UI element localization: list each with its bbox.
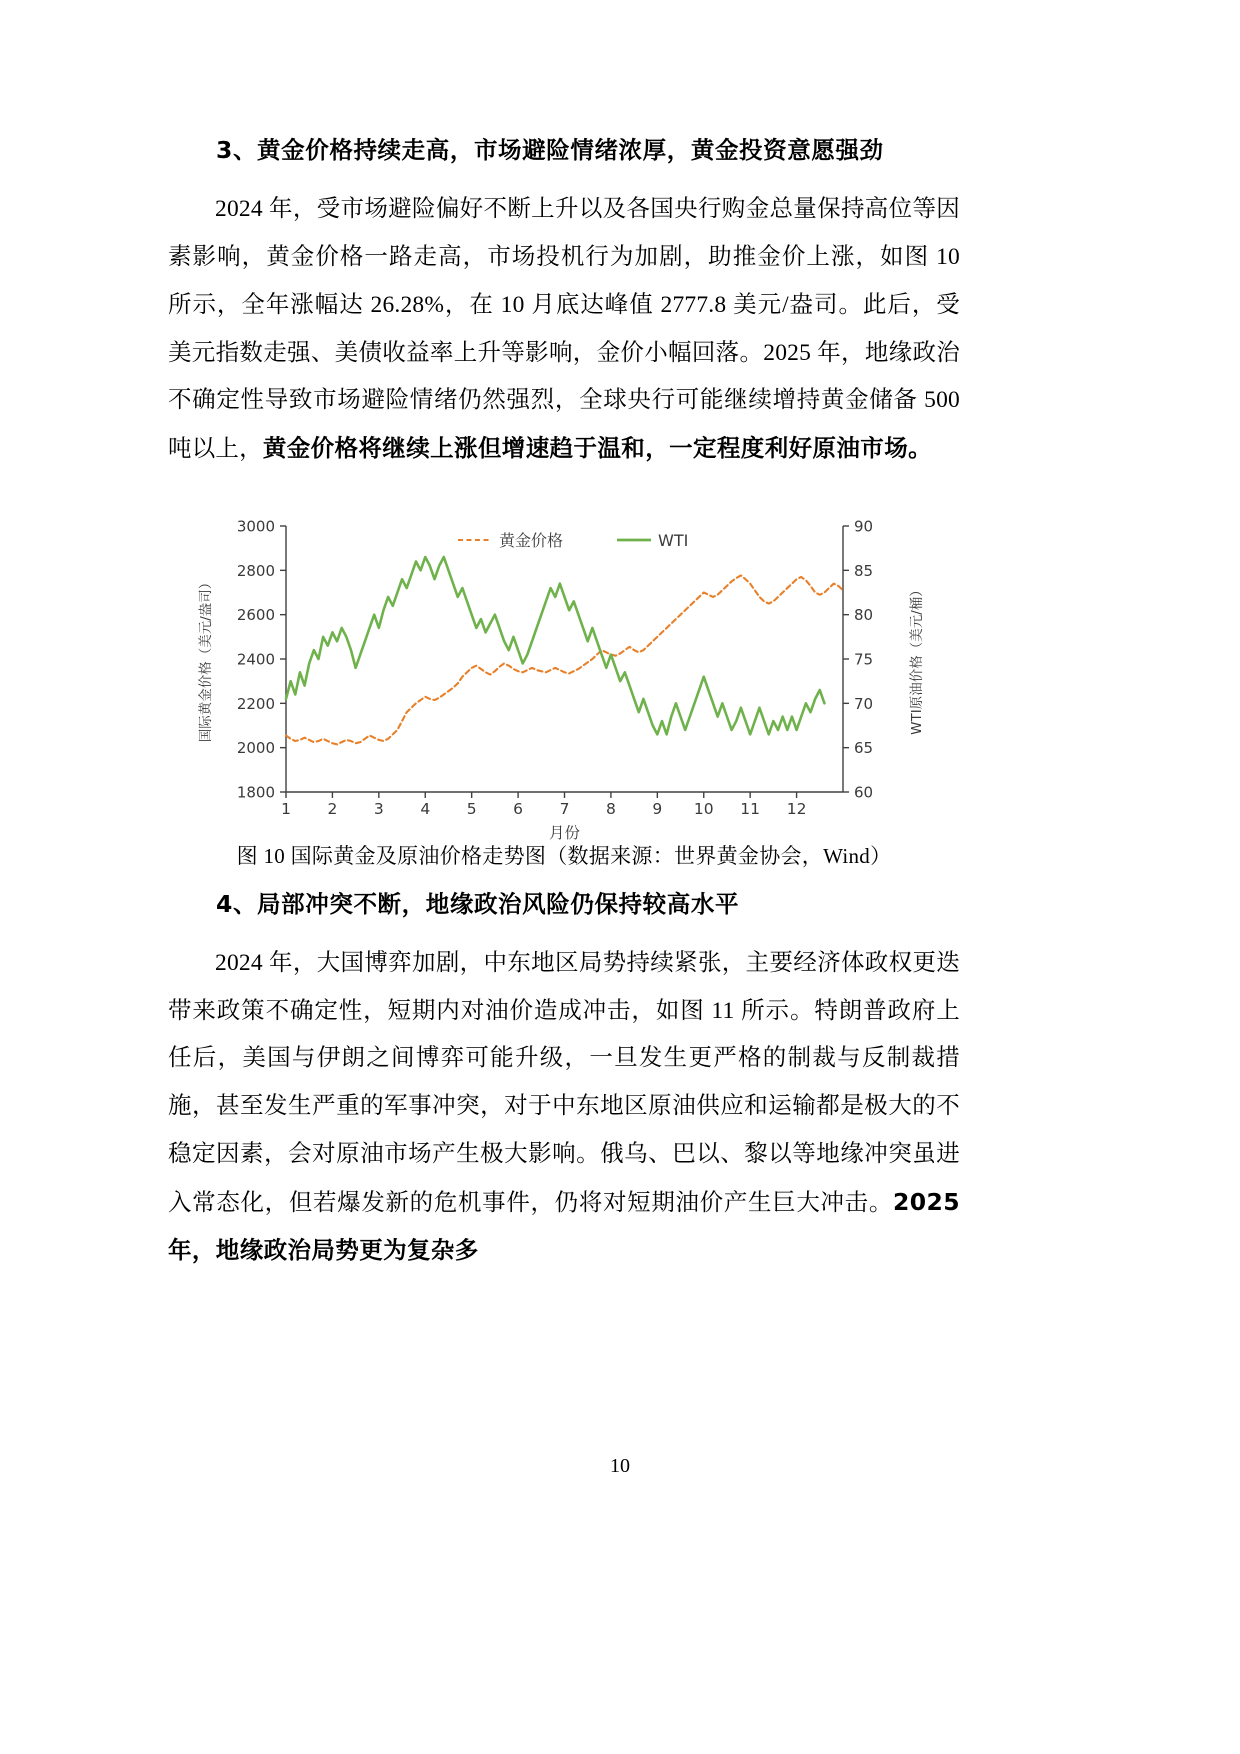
right-tick-label: 60 xyxy=(854,783,874,802)
left-tick-label: 3000 xyxy=(236,517,275,536)
section-heading-3: 3、黄金价格持续走高，市场避险情绪浓厚，黄金投资意愿强劲 xyxy=(216,136,884,164)
left-tick-label: 2800 xyxy=(236,561,275,580)
right-tick-label: 80 xyxy=(854,605,874,624)
page-number: 10 xyxy=(610,1455,630,1477)
x-tick-label: 1 xyxy=(281,799,291,818)
x-tick-label: 12 xyxy=(786,799,807,818)
legend-label: 黄金价格 xyxy=(499,530,564,550)
x-tick-label: 10 xyxy=(693,799,714,818)
paragraph-1-bold: 黄金价格将继续上涨但增速趋于温和，一定程度利好原油市场。 xyxy=(262,433,933,462)
left-tick-label: 1800 xyxy=(236,783,275,802)
x-tick-label: 8 xyxy=(605,799,616,818)
right-axis-title: WTI原油价格（美元/桶） xyxy=(909,582,925,735)
right-tick-label: 75 xyxy=(854,650,874,669)
series-line-2 xyxy=(286,557,824,734)
x-tick-label: 5 xyxy=(466,799,477,818)
x-tick-label: 3 xyxy=(373,799,384,818)
x-tick-label: 2 xyxy=(327,799,338,818)
right-tick-label: 65 xyxy=(854,738,874,757)
right-tick-label: 90 xyxy=(854,517,874,536)
chart-svg xyxy=(168,490,960,842)
paragraph-geopolitics xyxy=(168,940,960,1276)
paragraph-2-bold: 2025 年，地缘政治局势更为复杂多 xyxy=(168,1187,960,1265)
paragraph-2-plain: 2024 年，大国博弈加剧，中东地区局势持续紧张，主要经济体政权更迭带来政策不确定性，短期内对油价造成冲击，如图 11 所示。特朗普政府上任后，美国与伊朗之间博弈可能升级，一旦发生更严格的制裁与反制裁措施，甚至发生严重的军事冲突，对于中东地区原油供应和运输都是极大的不稳定因素，会对原油市场产生极大影响。俄乌、巴以、黎以等地缘冲突虽进入常态化，但若爆发新的危机事件，仍将对短期油价产生巨大冲击。 xyxy=(168,950,960,1216)
right-tick-label: 85 xyxy=(854,561,874,580)
x-tick-label: 6 xyxy=(513,799,524,818)
page-content xyxy=(168,132,960,1276)
x-tick-label: 11 xyxy=(740,799,761,818)
paragraph-1-plain: 2024 年，受市场避险偏好不断上升以及各国央行购金总量保持高位等因素影响，黄金价格一路走高，市场投机行为加剧，助推金价上涨，如图 10 所示，全年涨幅达 26.28%，在 10 月底达峰值 2777.8 美元/盎司。此后，受美元指数走强、美债收益率上升等影响，金价小幅回落。2025 年，地缘政治不确定性导致市场避险情绪仍然强烈，全球央行可能继续增持黄金储备 500 吨以上， xyxy=(168,196,960,462)
figure-10-caption: 图 10 国际黄金及原油价格走势图（数据来源：世界黄金协会，Wind） xyxy=(236,843,892,868)
figure-10-chart xyxy=(168,490,960,842)
x-tick-label: 4 xyxy=(420,799,431,818)
x-axis-title: 月份 xyxy=(548,823,581,842)
section-heading-4: 4、局部冲突不断，地缘政治风险仍保持较高水平 xyxy=(216,889,740,918)
left-axis-title: 国际黄金价格（美元/盎司） xyxy=(198,575,214,742)
left-tick-label: 2600 xyxy=(236,605,275,624)
x-tick-label: 9 xyxy=(652,799,663,818)
x-tick-label: 7 xyxy=(559,799,570,818)
right-tick-label: 70 xyxy=(854,694,874,713)
paragraph-gold-prices xyxy=(168,186,960,473)
left-tick-label: 2200 xyxy=(236,694,275,713)
legend-label: WTI xyxy=(658,530,689,550)
left-tick-label: 2000 xyxy=(236,738,275,757)
left-tick-label: 2400 xyxy=(236,650,275,669)
